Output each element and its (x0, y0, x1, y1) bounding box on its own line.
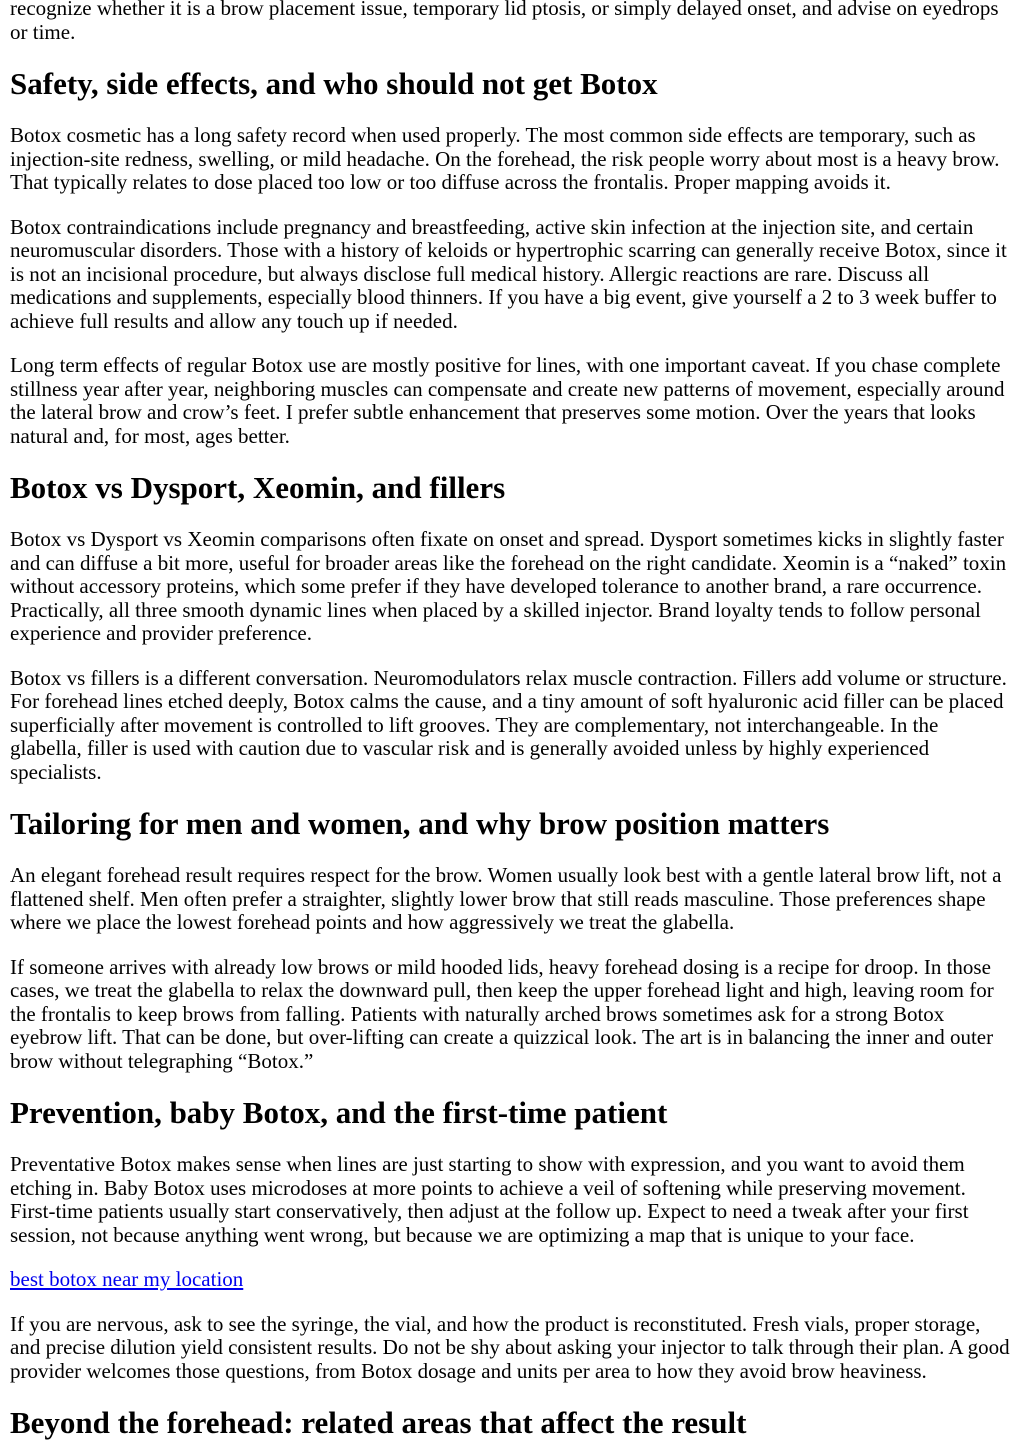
paragraph-long-term-effects: Long term effects of regular Botox use are mostly positive for lines, with one important caveat. If you chase complete stillness year after year, neighboring muscles can compensate and create new patterns of movement, especially around the lateral brow and crow’s feet. I prefer subtle enhancement that preserves some motion. Over the years that looks natural and, for most, ages better. (10, 353, 1005, 448)
section-heading-safety-side-effects: Safety, side effects, and who should not get Botox (10, 66, 658, 101)
link-paragraph (10, 1268, 1014, 1292)
paragraph-low-brows-dosing: If someone arrives with already low brows or mild hooded lids, heavy forehead dosing is a recipe for droop. In those cases, we treat the glabella to relax the downward pull, then keep the upper forehead light and high, leaving room for the frontalis to keep brows from falling. Patients with naturally arched brows sometimes ask for a strong Botox eyebrow lift. That can be done, but over-lifting can create a quizzical look. The art is in balancing the inner and outer brow without telegraphing “Botox.” (10, 954, 994, 1073)
section-heading-prevention-baby-botox: Prevention, baby Botox, and the first-time patient (10, 1095, 668, 1130)
paragraph-botox-vs-fillers: Botox vs fillers is a different conversation. Neuromodulators relax muscle contraction. Fillers add volume or structure. For forehead lines etched deeply, Botox calms the cause, and a tiny amount of soft hyaluronic acid filler can be placed superficially after movement is controlled to lift grooves. They are complementary, not interchangeable. In the glabella, filler is used with caution due to vascular risk and is generally avoided unless by highly experienced specialists. (10, 665, 1007, 784)
section-heading-beyond-the-forehead: Beyond the forehead: related areas that affect the result (10, 1405, 747, 1440)
paragraph-ptosis-advice-fragment: recognize whether it is a brow placement issue, temporary lid ptosis, or simply delayed onset, and advise on eyedrops or time. (10, 0, 999, 44)
article-content (10, 0, 1014, 1441)
paragraph-contraindications: Botox contraindications include pregnancy and breastfeeding, active skin infection at the injection site, and certain neuromuscular disorders. Those with a history of keloids or hypertrophic scarring can generally receive Botox, since it is not an incisional procedure, but always disclose full medical history. Allergic reactions are rare. Discuss all medications and supplements, especially blood thinners. If you have a big event, give yourself a 2 to 3 week buffer to achieve full results and allow any touch up if needed. (10, 214, 1007, 333)
paragraph-preventative-botox: Preventative Botox makes sense when lines are just starting to show with expression, and you want to avoid them etching in. Baby Botox uses microdoses at more points to achieve a veil of softening while preserving movement. First-time patients usually start conservatively, then adjust at the follow up. Expect to need a tweak after your first session, not because anything went wrong, but because we are optimizing a map that is unique to your face. (10, 1152, 969, 1247)
section-heading-botox-vs-dysport-xeomin-fillers: Botox vs Dysport, Xeomin, and fillers (10, 470, 506, 505)
paragraph-brow-respect: An elegant forehead result requires respect for the brow. Women usually look best with a gentle lateral brow lift, not a flattened shelf. Men often prefer a straighter, slightly lower brow that still reads masculine. Those preferences shape where we place the lowest forehead points and how aggressively we treat the glabella. (10, 863, 1002, 934)
paragraph-brand-comparison: Botox vs Dysport vs Xeomin comparisons often fixate on onset and spread. Dysport sometimes kicks in slightly faster and can diffuse a bit more, useful for broader areas like the forehead on the right candidate. Xeomin is a “naked” toxin without accessory proteins, which some prefer if they have developed tolerance to another brand, a rare occurrence. Practically, all three smooth dynamic lines when placed by a skilled injector. Brand loyalty tends to follow personal experience and provider preference. (10, 527, 1007, 645)
section-heading-tailoring-men-women: Tailoring for men and women, and why brow position matters (10, 806, 830, 841)
paragraph-ask-about-vials: If you are nervous, ask to see the syringe, the vial, and how the product is reconstituted. Fresh vials, proper storage, and precise dilution yield consistent results. Do not be shy about asking your injector to talk through their plan. A good provider welcomes those questions, from Botox dosage and units per area to how they avoid brow heaviness. (10, 1311, 1010, 1383)
paragraph-safety-record: Botox cosmetic has a long safety record when used properly. The most common side effects are temporary, such as injection-site redness, swelling, or mild headache. On the forehead, the risk people worry about most is a heavy brow. That typically relates to dose placed too low or too diffuse across the frontalis. Proper mapping avoids it. (10, 123, 1000, 194)
best-botox-near-my-location-link[interactable]: best botox near my location (10, 1267, 244, 1291)
